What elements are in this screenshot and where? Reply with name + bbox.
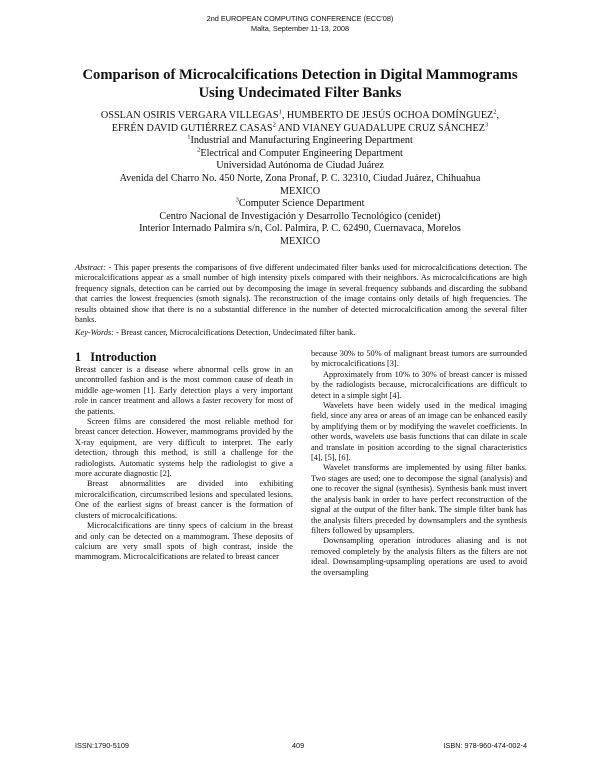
section-number: 1	[75, 350, 82, 364]
title-line-2: Using Undecimated Filter Banks	[198, 85, 402, 101]
paragraph: Wavelets have been widely used in the medical imaging field, since any area or areas of an image can be enhanced easily by amplifying them or by modifying the wavelet coefficients. In other words, wavelets use basis functions that can dilate in scale and translate in position according to the signal characteristics [4], [5], [6].	[311, 401, 527, 463]
paragraph: because 30% to 50% of malignant breast tumors are surrounded by microcalcifications [3].	[311, 349, 527, 369]
author-2-sup: 2	[493, 108, 497, 116]
abstract-label: Abstract: -	[75, 263, 112, 272]
paragraph: Approximately from 10% to 30% of breast cancer is missed by the radiologists because, microcalcifications are difficult to detect in a simple sight [4].	[311, 369, 527, 400]
keywords-label: Key-Words: -	[75, 328, 119, 337]
center-name: Centro Nacional de Investigación y Desarrollo Tecnológico (cenidet)	[159, 210, 441, 222]
issn: ISSN:1790-5109	[75, 741, 129, 750]
paragraph: Wavelet transforms are implemented by using filter banks. Two stages are used; one to decompose the signal (analysis) and one to recover the signal (synthesis). Synthesis bank must invert the analysis bank in order to have perfect reconstruction of the signal at the output of the filter bank. The simple filter bank has the analysis filters preceded by downsamplers and the synthesis filters followed by upsamplers.	[311, 463, 527, 535]
country-2: MEXICO	[279, 235, 321, 247]
title-line-1: Comparison of Microcalcifications Detection in Digital Mammograms	[82, 67, 518, 83]
author-2-tail: ,	[496, 110, 500, 121]
affiliation-2-text: Electrical and Computer Engineering Department	[200, 147, 403, 159]
affiliation-2	[40, 148, 560, 161]
section-title: Introduction	[90, 350, 157, 364]
section-heading	[75, 350, 293, 365]
author-line-1	[40, 110, 560, 123]
conference-location: Malta, September 11-13, 2008	[250, 24, 350, 33]
paragraph: Downsampling operation introduces aliasing and is not removed completely by the analysis filters as the filters are not ideal. Downsampling-upsampling operations are used to avoid the oversampling	[311, 536, 527, 577]
center-address: Interior Internado Palmira s/n, Col. Palmira, P. C. 62490, Cuernavaca, Morelos	[139, 223, 461, 235]
author-2: , HUMBERTO DE JESÚS OCHOA DOMÍNGUEZ	[281, 110, 494, 121]
paragraph: Microcalcifications are tinny specs of calcium in the breast and only can be detected on a mammogram. These deposits of calcium are very small spots of high contrast, inside the mammogram. Microcalcifications are related to breast cancer	[75, 521, 293, 562]
affiliation-3	[40, 198, 560, 211]
affiliation-3-sup: 3	[235, 196, 239, 204]
right-column	[311, 349, 527, 578]
paragraph: Breast abnormalities are divided into exhibiting microcalcification, circumscribed lesions and speculated lesions. One of the earliest signs of breast cancer is the formation of clusters of microcalcifications.	[75, 479, 293, 520]
page-number: 409	[292, 741, 305, 750]
author-4: AND VIANEY GUADALUPE CRUZ SÁNCHEZ	[275, 122, 485, 134]
university-name: Universidad Autónoma de Ciudad Juárez	[216, 160, 384, 172]
author-1-sup: 1	[278, 108, 282, 116]
left-column	[75, 350, 293, 563]
author-1: OSSLAN OSIRIS VERGARA VILLEGAS	[100, 110, 279, 121]
isbn: ISBN: 978-960-474-002-4	[443, 741, 527, 750]
paragraph: Screen films are considered the most reliable method for breast cancer detection. However, mammograms provided by the X-ray equipment, are very difficult to interpret. The early detection, through this method, is still a challenge for the radiologists. Automatic systems help the radiologist to give a more accurate diagnostic [2].	[75, 417, 293, 479]
conference-name: 2nd EUROPEAN COMPUTING CONFERENCE (ECC'08)	[206, 14, 394, 23]
author-line-2	[40, 123, 560, 136]
affiliation-1-sup: 1	[187, 133, 191, 141]
author-3: EFRÉN DAVID GUTIÉRREZ CASAS	[111, 122, 273, 134]
affiliation-2-sup: 2	[197, 146, 201, 154]
affiliation-1	[40, 135, 560, 148]
author-4-sup: 3	[484, 121, 489, 129]
affiliation-1-text: Industrial and Manufacturing Engineering Department	[190, 135, 413, 147]
abstract	[75, 263, 527, 325]
keywords-text: Breast cancer, Microcalcifications Detection, Undecimated filter bank.	[118, 328, 356, 337]
university-address: Avenida del Charro No. 450 Norte, Zona Pronaf, P. C. 32310, Ciudad Juárez, Chihuahua	[119, 172, 481, 184]
author-3-sup: 2	[272, 121, 276, 129]
keywords	[75, 328, 527, 338]
authors-block	[40, 110, 560, 249]
paragraph: Breast cancer is a disease where abnormal cells grow in an uncontrolled fashion and is the most common cause of death in middle age-women [1]. Early detection plays a very important role in cancer treatment and allows a faster recovery for most of the patients.	[75, 365, 293, 416]
conference-header	[0, 14, 600, 34]
affiliation-3-text: Computer Science Department	[238, 198, 365, 210]
country-1: MEXICO	[279, 185, 321, 197]
paper-title	[40, 66, 560, 102]
abstract-text: This paper presents the comparisons of five different undecimated filter banks used for microcalcifications detection. The microcalcifications appear as a small number of high intensity pixels compared with their neighbors. As microcalcifications are high frequency signals, detection can be carried out by decomposing the image in several frequency subbands and discarding the subband that carries the lowest frequencies (smoth signals). The reconstruction of the image contains only details of high frequencies. The results obtained show that there is no a substantial difference in the number of detected microcalcification among the several filter banks.	[75, 263, 528, 325]
